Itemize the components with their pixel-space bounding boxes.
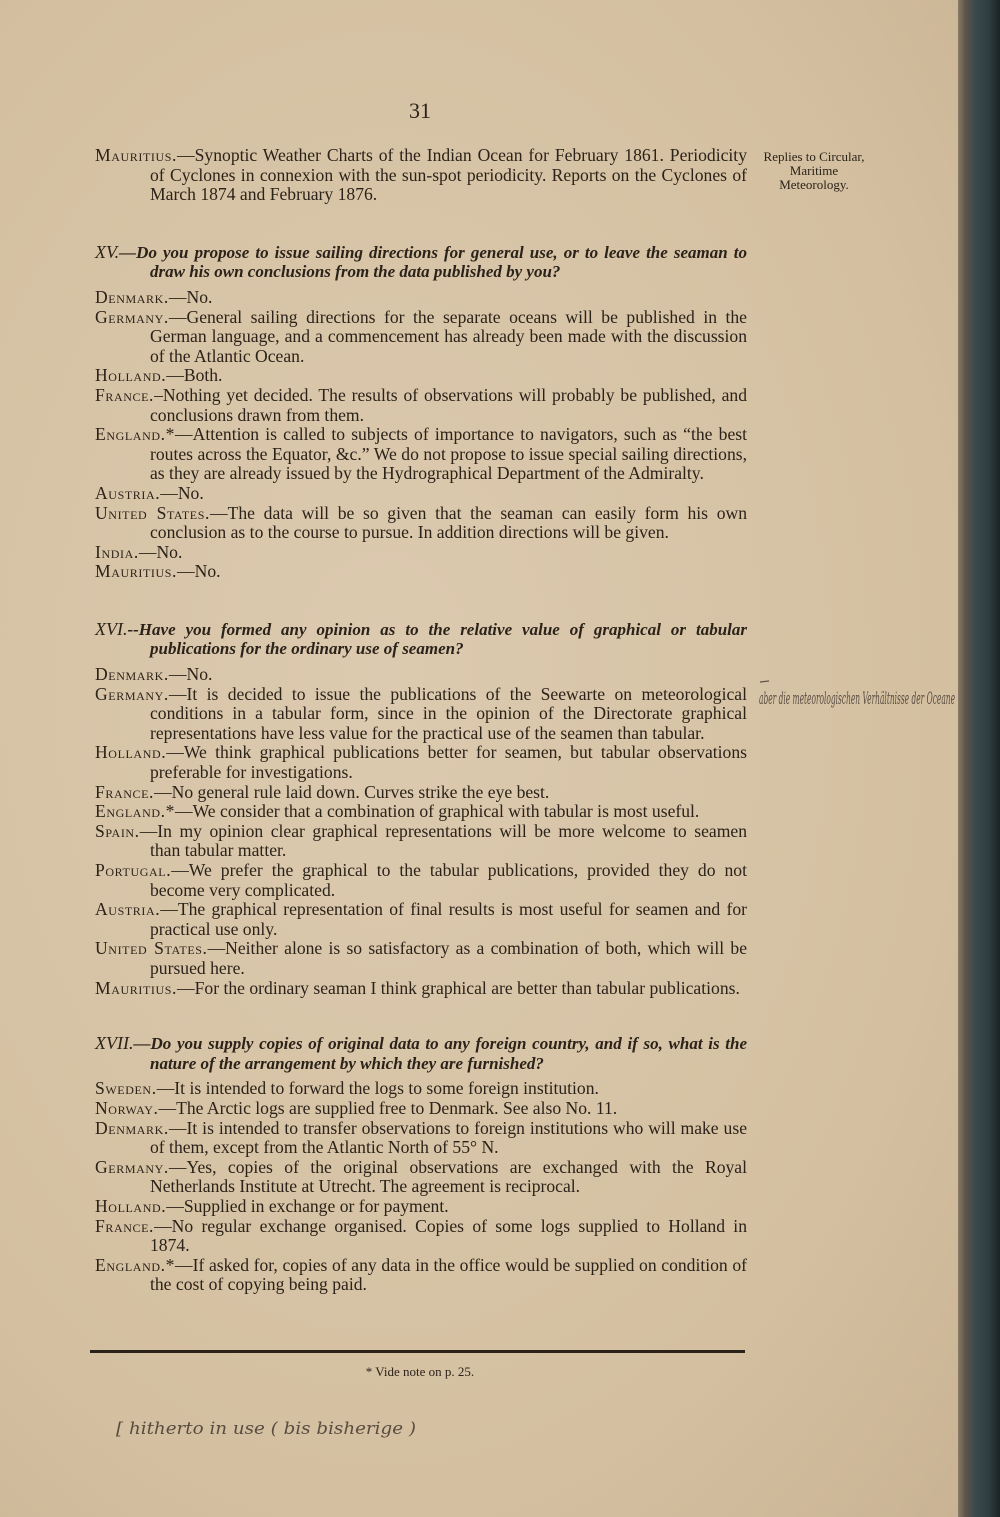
country-name: Holland. xyxy=(95,1195,167,1216)
main-text xyxy=(95,146,747,1295)
country-name: England.* xyxy=(95,424,176,445)
answer-text: —It is intended to forward the logs to some foreign institution. xyxy=(156,1078,599,1099)
country-name: Sweden. xyxy=(95,1078,157,1099)
answer-text: —It is intended to transfer observations to foreign institutions who will make use of them, except from the Atlantic North of 55° N. xyxy=(150,1117,747,1158)
answer-text: —We consider that a combination of graphical with tabular is most useful. xyxy=(175,801,700,822)
answer-text: —For the ordinary seaman I think graphical are better than tabular publications. xyxy=(177,977,740,998)
answer-text: —We prefer the graphical to the tabular publications, provided they do not become very complicated. xyxy=(150,860,747,900)
country-name: India. xyxy=(95,541,139,562)
page-number: 31 xyxy=(409,98,431,123)
country-name: Mauritius. xyxy=(95,561,178,582)
country-name: Portugal. xyxy=(95,860,172,880)
country-name: United States. xyxy=(95,502,211,523)
answer-text: —No general rule laid down. Curves strike the eye best. xyxy=(154,781,550,802)
country-name: Denmark. xyxy=(95,664,169,685)
answer-text: —It is decided to issue the publications of the Seewarte on meteorological conditions in a tabular form, since in the opinion of the Directorate graphical representations have less value for the practical use of the seamen than tabular. xyxy=(150,683,747,743)
footnote: * Vide note on p. 25. xyxy=(365,1364,475,1379)
country-name: Norway. xyxy=(95,1097,159,1118)
answer-text: —In my opinion clear graphical representations will be more welcome to seamen than tabular matter. xyxy=(139,820,747,861)
question-xvii xyxy=(95,1034,747,1073)
handwritten-footer-text: [ hitherto in use ( bis bisherige ) xyxy=(116,1419,416,1439)
answer-text: —No. xyxy=(160,482,204,503)
question-text: --Have you formed any opinion as to the relative value of graphical or tabular publications for the ordinary use of seamen? xyxy=(127,619,747,659)
country-name: Germany. xyxy=(95,306,169,327)
answer-entry xyxy=(95,1119,747,1158)
answer-entry xyxy=(95,665,747,685)
country-name: Austria. xyxy=(95,482,161,503)
handwritten-footer-note xyxy=(112,1392,432,1462)
answer-entry xyxy=(95,1197,747,1217)
answer-entry xyxy=(95,1079,747,1099)
answer-text: —No. xyxy=(177,561,221,582)
answer-text: —The data will be so given that the seaman can easily form his own conclusion as to the course to pursue. In addition directions will be given. xyxy=(150,502,747,543)
answer-text: —No. xyxy=(168,664,213,685)
question-xv xyxy=(95,243,747,282)
answer-entry xyxy=(95,308,747,367)
answer-text: —General sailing directions for the separate oceans will be published in the German language, and a commencement has already been made with the discussion of the Atlantic Ocean. xyxy=(150,306,747,366)
section-xvii xyxy=(95,1034,747,1295)
section-xvi xyxy=(95,620,747,998)
answer-entry xyxy=(95,504,747,543)
answer-text: —No. xyxy=(138,541,183,562)
answer-entry xyxy=(95,743,747,782)
answer-entry xyxy=(95,562,747,582)
country-name: Mauritius. xyxy=(95,145,178,165)
answer-entry xyxy=(95,685,747,744)
answer-entry xyxy=(95,979,747,999)
answer-entry xyxy=(95,1158,747,1197)
country-name: Austria. xyxy=(95,899,161,920)
question-xvi xyxy=(95,620,747,659)
section-xv xyxy=(95,243,747,582)
handwritten-margin-text: aber die meteorologischen Verhältnisse der Oceane xyxy=(759,689,955,709)
answer-entry xyxy=(95,900,747,939)
answer-entry xyxy=(95,939,747,978)
country-name: Denmark. xyxy=(95,1117,169,1138)
country-name: France. xyxy=(95,384,155,405)
answer-entry xyxy=(95,366,747,386)
answer-entry xyxy=(95,802,747,822)
answer-entry xyxy=(95,146,747,205)
pencil-mark xyxy=(760,681,769,682)
answer-entry xyxy=(95,861,747,900)
country-name: France. xyxy=(95,781,155,802)
answer-entry xyxy=(95,425,747,484)
question-text: —Do you propose to issue sailing directions for general use, or to leave the seaman to draw his own conclusions from the data published by you? xyxy=(119,242,747,282)
country-name: Germany. xyxy=(95,683,169,704)
answer-entry xyxy=(95,822,747,861)
country-name: France. xyxy=(95,1215,155,1236)
footer-rule xyxy=(90,1350,745,1353)
answer-text: —No. xyxy=(168,286,213,307)
answer-text: —Both. xyxy=(166,365,223,386)
country-name: Germany. xyxy=(95,1156,169,1177)
country-name: England.* xyxy=(95,801,176,822)
question-number: XV. xyxy=(95,241,120,262)
country-name: Denmark. xyxy=(95,286,169,307)
question-text: —Do you supply copies of original data to any foreign country, and if so, what is the nature of the arrangement by which they are furnished? xyxy=(133,1034,747,1073)
question-number: XVII. xyxy=(95,1033,134,1054)
question-number: XVI. xyxy=(95,618,128,639)
country-name: Holland. xyxy=(95,365,167,386)
answer-text: —Synoptic Weather Charts of the Indian Ocean for February 1861. Periodicity of Cyclones in connexion with the sun-spot periodicity. Reports on the Cyclones of March 1874 and February 1876. xyxy=(150,145,747,205)
country-name: United States. xyxy=(95,938,208,959)
answer-text: —Attention is called to subjects of importance to navigators, such as “the best routes across the Equator, &c.” We do not propose to issue special sailing directions, as they are already issued by the Hydrographical Department of the Admiralty. xyxy=(150,424,747,484)
answer-text: —The Arctic logs are supplied free to Denmark. See also No. 11. xyxy=(158,1097,618,1118)
answer-entry xyxy=(95,783,747,803)
answer-text: —We think graphical publications better for seamen, but tabular observations preferable for investigations. xyxy=(150,742,747,783)
country-name: Holland. xyxy=(95,742,167,763)
answer-text: —If asked for, copies of any data in the office would be supplied on condition of the cost of copying being paid. xyxy=(150,1254,747,1295)
answer-entry xyxy=(95,484,747,504)
country-name: Spain. xyxy=(95,820,140,841)
answer-text: —Yes, copies of the original observations are exchanged with the Royal Netherlands Institute at Utrecht. The agreement is reciprocal. xyxy=(150,1156,747,1197)
answer-text: –Nothing yet decided. The results of observations will probably be published, and conclusions drawn from them. xyxy=(150,384,747,425)
margin-heading: Replies to Circular, Maritime Meteorology. xyxy=(763,149,865,192)
country-name: Mauritius. xyxy=(95,977,178,998)
answer-entry xyxy=(95,288,747,308)
answer-text: —The graphical representation of final results is most useful for seamen and for practical use only. xyxy=(150,899,747,939)
answer-entry xyxy=(95,1217,747,1256)
answer-text: —Supplied in exchange or for payment. xyxy=(166,1195,449,1216)
handwritten-margin-note xyxy=(755,672,960,762)
answer-entry xyxy=(95,543,747,563)
book-spine xyxy=(958,0,1000,1517)
answer-text: —No regular exchange organised. Copies of some logs supplied to Holland in 1874. xyxy=(150,1215,747,1256)
country-name: England.* xyxy=(95,1254,176,1275)
answer-entry xyxy=(95,386,747,425)
answer-text: —Neither alone is so satisfactory as a combination of both, which will be pursued here. xyxy=(150,938,747,978)
answer-entry xyxy=(95,1099,747,1119)
answer-entry xyxy=(95,1256,747,1295)
